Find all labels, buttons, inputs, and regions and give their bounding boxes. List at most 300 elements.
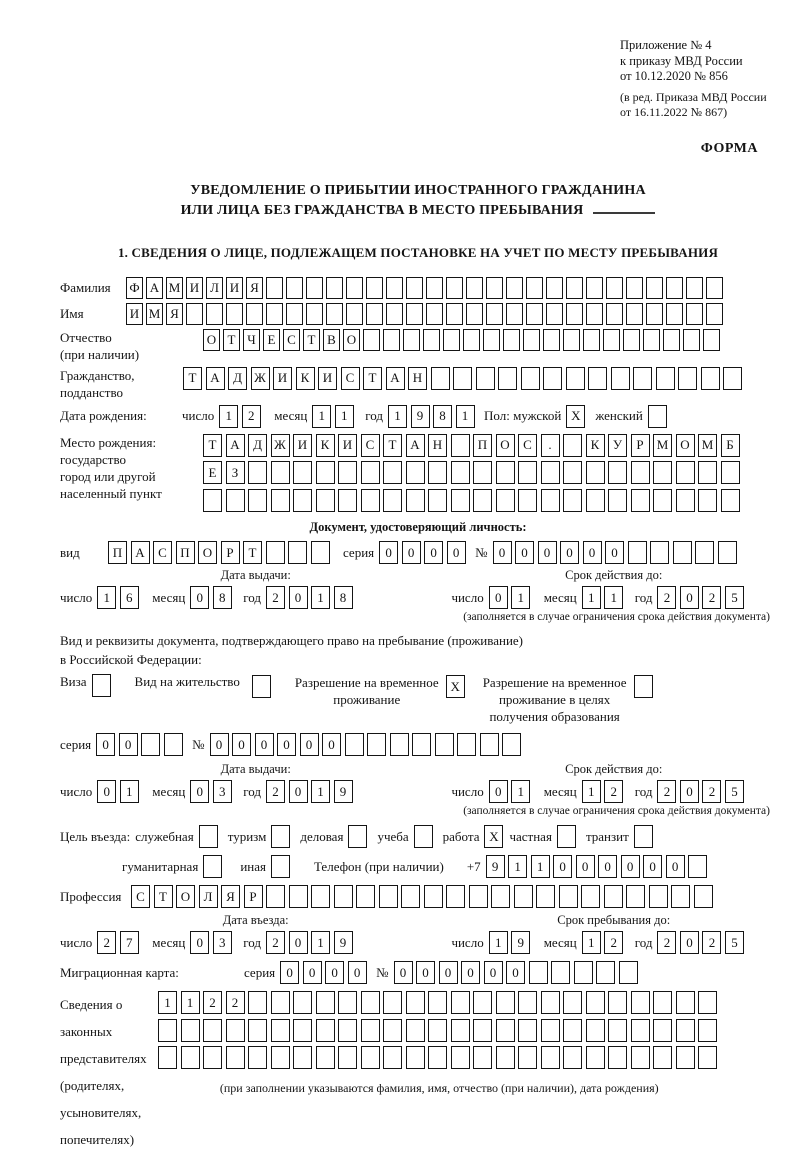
char-cell[interactable] xyxy=(338,461,357,484)
char-cell[interactable] xyxy=(316,1046,335,1069)
char-cell[interactable] xyxy=(451,1046,470,1069)
char-cell[interactable]: И xyxy=(338,434,357,457)
char-cell[interactable]: 0 xyxy=(190,931,209,954)
char-cell[interactable]: 1 xyxy=(120,780,139,803)
char-cell[interactable] xyxy=(293,489,312,512)
char-cell[interactable]: 0 xyxy=(232,733,251,756)
char-cell[interactable] xyxy=(451,1019,470,1042)
char-cell[interactable]: . xyxy=(541,434,560,457)
char-cell[interactable] xyxy=(529,961,548,984)
char-cell[interactable] xyxy=(718,541,737,564)
char-cell[interactable]: 0 xyxy=(348,961,367,984)
char-cell[interactable] xyxy=(466,303,483,325)
char-cell[interactable]: К xyxy=(316,434,335,457)
char-cell[interactable]: 7 xyxy=(120,931,139,954)
char-cell[interactable] xyxy=(686,303,703,325)
char-cell[interactable] xyxy=(383,1019,402,1042)
char-cell[interactable]: 0 xyxy=(484,961,503,984)
char-cell[interactable]: А xyxy=(226,434,245,457)
char-cell[interactable]: 9 xyxy=(334,780,353,803)
char-cell[interactable] xyxy=(446,303,463,325)
char-cell[interactable] xyxy=(686,277,703,299)
char-cell[interactable]: 2 xyxy=(203,991,222,1014)
temp-residence-edu-checkbox[interactable] xyxy=(634,675,653,698)
purpose-tourism-checkbox[interactable] xyxy=(271,825,290,848)
char-cell[interactable]: 1 xyxy=(388,405,407,428)
char-cell[interactable] xyxy=(643,329,660,351)
char-cell[interactable] xyxy=(141,733,160,756)
char-cell[interactable] xyxy=(361,461,380,484)
char-cell[interactable] xyxy=(316,489,335,512)
char-cell[interactable] xyxy=(721,461,740,484)
char-cell[interactable] xyxy=(473,461,492,484)
char-cell[interactable] xyxy=(412,733,431,756)
char-cell[interactable]: 0 xyxy=(289,586,308,609)
char-cell[interactable] xyxy=(663,329,680,351)
char-cell[interactable]: О xyxy=(343,329,360,351)
purpose-work-checkbox[interactable]: X xyxy=(484,825,503,848)
char-cell[interactable] xyxy=(496,489,515,512)
char-cell[interactable]: 0 xyxy=(424,541,443,564)
char-cell[interactable] xyxy=(563,434,582,457)
char-cell[interactable] xyxy=(203,489,222,512)
char-cell[interactable] xyxy=(446,885,465,908)
char-cell[interactable]: 0 xyxy=(643,855,662,878)
char-cell[interactable] xyxy=(463,329,480,351)
char-cell[interactable]: 0 xyxy=(280,961,299,984)
char-cell[interactable]: О xyxy=(176,885,195,908)
char-cell[interactable] xyxy=(361,489,380,512)
char-cell[interactable] xyxy=(676,1046,695,1069)
char-cell[interactable]: А xyxy=(206,367,225,390)
char-cell[interactable] xyxy=(521,367,540,390)
char-cell[interactable]: 3 xyxy=(213,931,232,954)
char-cell[interactable] xyxy=(246,303,263,325)
char-cell[interactable]: 0 xyxy=(255,733,274,756)
char-cell[interactable] xyxy=(566,303,583,325)
char-cell[interactable] xyxy=(406,489,425,512)
char-cell[interactable] xyxy=(428,489,447,512)
char-cell[interactable] xyxy=(476,367,495,390)
char-cell[interactable]: Т xyxy=(223,329,240,351)
char-cell[interactable]: З xyxy=(226,461,245,484)
char-cell[interactable]: 9 xyxy=(486,855,505,878)
sex-male-checkbox[interactable]: X xyxy=(566,405,585,428)
char-cell[interactable]: А xyxy=(146,277,163,299)
char-cell[interactable] xyxy=(293,1046,312,1069)
char-cell[interactable]: 0 xyxy=(560,541,579,564)
char-cell[interactable] xyxy=(551,961,570,984)
char-cell[interactable]: Е xyxy=(263,329,280,351)
char-cell[interactable] xyxy=(473,991,492,1014)
char-cell[interactable] xyxy=(706,303,723,325)
char-cell[interactable] xyxy=(443,329,460,351)
char-cell[interactable] xyxy=(338,1046,357,1069)
char-cell[interactable] xyxy=(428,1046,447,1069)
char-cell[interactable] xyxy=(473,489,492,512)
char-cell[interactable] xyxy=(457,733,476,756)
char-cell[interactable]: 0 xyxy=(506,961,525,984)
char-cell[interactable] xyxy=(293,991,312,1014)
char-cell[interactable]: Б xyxy=(721,434,740,457)
char-cell[interactable] xyxy=(271,1046,290,1069)
char-cell[interactable] xyxy=(671,885,690,908)
char-cell[interactable] xyxy=(248,1019,267,1042)
char-cell[interactable]: И xyxy=(226,277,243,299)
char-cell[interactable]: 0 xyxy=(680,586,699,609)
char-cell[interactable] xyxy=(649,885,668,908)
char-cell[interactable]: 2 xyxy=(242,405,261,428)
char-cell[interactable] xyxy=(676,461,695,484)
char-cell[interactable] xyxy=(541,489,560,512)
char-cell[interactable]: 0 xyxy=(583,541,602,564)
char-cell[interactable] xyxy=(631,1046,650,1069)
char-cell[interactable] xyxy=(518,489,537,512)
char-cell[interactable]: И xyxy=(186,277,203,299)
char-cell[interactable] xyxy=(619,961,638,984)
char-cell[interactable] xyxy=(586,303,603,325)
char-cell[interactable]: Я xyxy=(246,277,263,299)
char-cell[interactable]: Т xyxy=(203,434,222,457)
char-cell[interactable]: 6 xyxy=(120,586,139,609)
char-cell[interactable] xyxy=(650,541,669,564)
char-cell[interactable] xyxy=(486,277,503,299)
char-cell[interactable] xyxy=(226,1019,245,1042)
char-cell[interactable]: О xyxy=(203,329,220,351)
char-cell[interactable]: 2 xyxy=(702,586,721,609)
char-cell[interactable] xyxy=(248,1046,267,1069)
char-cell[interactable]: 0 xyxy=(439,961,458,984)
char-cell[interactable]: П xyxy=(176,541,195,564)
char-cell[interactable] xyxy=(361,991,380,1014)
char-cell[interactable] xyxy=(158,1019,177,1042)
char-cell[interactable] xyxy=(514,885,533,908)
char-cell[interactable] xyxy=(158,1046,177,1069)
purpose-other-checkbox[interactable] xyxy=(271,855,290,878)
char-cell[interactable]: 1 xyxy=(219,405,238,428)
char-cell[interactable]: С xyxy=(341,367,360,390)
char-cell[interactable] xyxy=(502,733,521,756)
char-cell[interactable]: К xyxy=(296,367,315,390)
sex-female-checkbox[interactable] xyxy=(648,405,667,428)
char-cell[interactable]: А xyxy=(131,541,150,564)
char-cell[interactable] xyxy=(367,733,386,756)
char-cell[interactable] xyxy=(363,329,380,351)
char-cell[interactable] xyxy=(653,1046,672,1069)
char-cell[interactable]: 9 xyxy=(511,931,530,954)
char-cell[interactable]: 9 xyxy=(334,931,353,954)
char-cell[interactable] xyxy=(563,329,580,351)
char-cell[interactable] xyxy=(306,303,323,325)
char-cell[interactable] xyxy=(581,885,600,908)
char-cell[interactable] xyxy=(563,991,582,1014)
char-cell[interactable] xyxy=(164,733,183,756)
char-cell[interactable] xyxy=(289,885,308,908)
char-cell[interactable]: 0 xyxy=(97,780,116,803)
char-cell[interactable]: 0 xyxy=(210,733,229,756)
char-cell[interactable]: Д xyxy=(248,434,267,457)
char-cell[interactable]: 0 xyxy=(461,961,480,984)
char-cell[interactable] xyxy=(326,303,343,325)
char-cell[interactable]: Т xyxy=(303,329,320,351)
char-cell[interactable]: 1 xyxy=(511,586,530,609)
char-cell[interactable] xyxy=(586,461,605,484)
char-cell[interactable] xyxy=(406,1019,425,1042)
char-cell[interactable] xyxy=(428,1019,447,1042)
char-cell[interactable] xyxy=(491,885,510,908)
char-cell[interactable]: 2 xyxy=(702,780,721,803)
char-cell[interactable] xyxy=(496,991,515,1014)
char-cell[interactable]: М xyxy=(146,303,163,325)
char-cell[interactable]: 0 xyxy=(489,780,508,803)
char-cell[interactable] xyxy=(541,1046,560,1069)
char-cell[interactable] xyxy=(526,303,543,325)
char-cell[interactable] xyxy=(316,991,335,1014)
char-cell[interactable] xyxy=(383,991,402,1014)
char-cell[interactable] xyxy=(608,1019,627,1042)
char-cell[interactable]: Е xyxy=(203,461,222,484)
char-cell[interactable]: 2 xyxy=(657,586,676,609)
char-cell[interactable] xyxy=(338,991,357,1014)
char-cell[interactable] xyxy=(623,329,640,351)
char-cell[interactable]: 0 xyxy=(680,931,699,954)
char-cell[interactable] xyxy=(608,991,627,1014)
char-cell[interactable] xyxy=(426,277,443,299)
char-cell[interactable]: 2 xyxy=(657,780,676,803)
char-cell[interactable] xyxy=(311,885,330,908)
char-cell[interactable]: 0 xyxy=(394,961,413,984)
char-cell[interactable]: 0 xyxy=(416,961,435,984)
char-cell[interactable] xyxy=(181,1046,200,1069)
char-cell[interactable]: 1 xyxy=(456,405,475,428)
char-cell[interactable]: М xyxy=(653,434,672,457)
char-cell[interactable]: Л xyxy=(206,277,223,299)
char-cell[interactable]: Н xyxy=(408,367,427,390)
char-cell[interactable] xyxy=(271,991,290,1014)
char-cell[interactable] xyxy=(266,541,285,564)
char-cell[interactable] xyxy=(608,489,627,512)
char-cell[interactable] xyxy=(316,1019,335,1042)
char-cell[interactable] xyxy=(346,277,363,299)
char-cell[interactable]: М xyxy=(166,277,183,299)
char-cell[interactable]: 1 xyxy=(158,991,177,1014)
char-cell[interactable]: Н xyxy=(428,434,447,457)
char-cell[interactable] xyxy=(676,489,695,512)
char-cell[interactable]: Т xyxy=(183,367,202,390)
char-cell[interactable] xyxy=(496,1046,515,1069)
char-cell[interactable] xyxy=(688,855,707,878)
temp-residence-checkbox[interactable]: X xyxy=(446,675,465,698)
char-cell[interactable]: 0 xyxy=(119,733,138,756)
char-cell[interactable] xyxy=(271,1019,290,1042)
char-cell[interactable] xyxy=(653,461,672,484)
char-cell[interactable] xyxy=(486,303,503,325)
char-cell[interactable] xyxy=(666,277,683,299)
char-cell[interactable]: С xyxy=(283,329,300,351)
char-cell[interactable] xyxy=(631,461,650,484)
char-cell[interactable]: 0 xyxy=(621,855,640,878)
char-cell[interactable] xyxy=(566,367,585,390)
char-cell[interactable] xyxy=(366,303,383,325)
char-cell[interactable]: 1 xyxy=(511,780,530,803)
char-cell[interactable] xyxy=(586,1019,605,1042)
char-cell[interactable]: Т xyxy=(243,541,262,564)
char-cell[interactable]: 9 xyxy=(411,405,430,428)
char-cell[interactable] xyxy=(559,885,578,908)
char-cell[interactable]: 5 xyxy=(725,780,744,803)
char-cell[interactable]: К xyxy=(586,434,605,457)
char-cell[interactable] xyxy=(451,434,470,457)
visa-checkbox[interactable] xyxy=(92,674,111,697)
char-cell[interactable] xyxy=(266,885,285,908)
char-cell[interactable]: М xyxy=(698,434,717,457)
char-cell[interactable]: 0 xyxy=(538,541,557,564)
char-cell[interactable] xyxy=(656,367,675,390)
char-cell[interactable] xyxy=(583,329,600,351)
char-cell[interactable]: И xyxy=(318,367,337,390)
char-cell[interactable]: 2 xyxy=(226,991,245,1014)
char-cell[interactable] xyxy=(586,1046,605,1069)
char-cell[interactable] xyxy=(480,733,499,756)
char-cell[interactable] xyxy=(366,277,383,299)
char-cell[interactable] xyxy=(653,489,672,512)
char-cell[interactable]: 2 xyxy=(266,586,285,609)
char-cell[interactable]: Т xyxy=(383,434,402,457)
char-cell[interactable]: Р xyxy=(221,541,240,564)
char-cell[interactable] xyxy=(311,541,330,564)
char-cell[interactable]: 0 xyxy=(447,541,466,564)
purpose-business-checkbox[interactable] xyxy=(348,825,367,848)
char-cell[interactable] xyxy=(316,461,335,484)
purpose-private-checkbox[interactable] xyxy=(557,825,576,848)
char-cell[interactable] xyxy=(226,303,243,325)
char-cell[interactable] xyxy=(703,329,720,351)
char-cell[interactable]: 0 xyxy=(576,855,595,878)
char-cell[interactable]: Ж xyxy=(251,367,270,390)
char-cell[interactable] xyxy=(383,489,402,512)
char-cell[interactable] xyxy=(653,991,672,1014)
char-cell[interactable] xyxy=(426,303,443,325)
char-cell[interactable] xyxy=(503,329,520,351)
char-cell[interactable] xyxy=(334,885,353,908)
char-cell[interactable]: 0 xyxy=(96,733,115,756)
char-cell[interactable] xyxy=(604,885,623,908)
char-cell[interactable] xyxy=(526,277,543,299)
char-cell[interactable]: 0 xyxy=(680,780,699,803)
char-cell[interactable] xyxy=(379,885,398,908)
char-cell[interactable]: 0 xyxy=(325,961,344,984)
char-cell[interactable]: 1 xyxy=(582,586,601,609)
char-cell[interactable] xyxy=(383,461,402,484)
char-cell[interactable] xyxy=(518,1019,537,1042)
char-cell[interactable]: 0 xyxy=(402,541,421,564)
char-cell[interactable] xyxy=(506,303,523,325)
char-cell[interactable] xyxy=(666,303,683,325)
char-cell[interactable] xyxy=(701,367,720,390)
char-cell[interactable] xyxy=(541,461,560,484)
char-cell[interactable] xyxy=(694,885,713,908)
char-cell[interactable]: 1 xyxy=(312,405,331,428)
char-cell[interactable] xyxy=(451,461,470,484)
char-cell[interactable] xyxy=(698,461,717,484)
char-cell[interactable]: Я xyxy=(221,885,240,908)
char-cell[interactable]: 1 xyxy=(582,931,601,954)
char-cell[interactable] xyxy=(401,885,420,908)
char-cell[interactable] xyxy=(676,1019,695,1042)
char-cell[interactable] xyxy=(646,277,663,299)
char-cell[interactable] xyxy=(543,329,560,351)
char-cell[interactable] xyxy=(383,329,400,351)
char-cell[interactable]: 0 xyxy=(666,855,685,878)
char-cell[interactable]: 0 xyxy=(489,586,508,609)
char-cell[interactable] xyxy=(646,303,663,325)
char-cell[interactable] xyxy=(536,885,555,908)
char-cell[interactable]: 8 xyxy=(433,405,452,428)
char-cell[interactable]: 0 xyxy=(303,961,322,984)
char-cell[interactable]: О xyxy=(496,434,515,457)
char-cell[interactable] xyxy=(326,277,343,299)
char-cell[interactable] xyxy=(226,489,245,512)
char-cell[interactable] xyxy=(181,1019,200,1042)
char-cell[interactable]: В xyxy=(323,329,340,351)
char-cell[interactable] xyxy=(626,277,643,299)
char-cell[interactable]: 0 xyxy=(190,586,209,609)
char-cell[interactable] xyxy=(698,1046,717,1069)
char-cell[interactable]: 1 xyxy=(508,855,527,878)
char-cell[interactable]: 2 xyxy=(266,780,285,803)
char-cell[interactable] xyxy=(626,885,645,908)
char-cell[interactable] xyxy=(361,1046,380,1069)
char-cell[interactable] xyxy=(451,489,470,512)
char-cell[interactable] xyxy=(631,489,650,512)
char-cell[interactable] xyxy=(186,303,203,325)
char-cell[interactable] xyxy=(706,277,723,299)
char-cell[interactable] xyxy=(608,1046,627,1069)
char-cell[interactable] xyxy=(423,329,440,351)
char-cell[interactable] xyxy=(361,1019,380,1042)
char-cell[interactable] xyxy=(541,991,560,1014)
char-cell[interactable] xyxy=(695,541,714,564)
char-cell[interactable]: П xyxy=(473,434,492,457)
char-cell[interactable] xyxy=(206,303,223,325)
char-cell[interactable] xyxy=(586,489,605,512)
char-cell[interactable] xyxy=(698,489,717,512)
char-cell[interactable]: 8 xyxy=(334,586,353,609)
char-cell[interactable]: 5 xyxy=(725,586,744,609)
char-cell[interactable]: У xyxy=(608,434,627,457)
char-cell[interactable] xyxy=(676,991,695,1014)
char-cell[interactable] xyxy=(496,1019,515,1042)
char-cell[interactable] xyxy=(588,367,607,390)
char-cell[interactable] xyxy=(248,489,267,512)
char-cell[interactable] xyxy=(611,367,630,390)
char-cell[interactable] xyxy=(435,733,454,756)
purpose-study-checkbox[interactable] xyxy=(414,825,433,848)
char-cell[interactable]: Т xyxy=(363,367,382,390)
char-cell[interactable] xyxy=(293,1019,312,1042)
char-cell[interactable]: 3 xyxy=(213,780,232,803)
char-cell[interactable] xyxy=(586,277,603,299)
char-cell[interactable] xyxy=(453,367,472,390)
purpose-official-checkbox[interactable] xyxy=(199,825,218,848)
char-cell[interactable] xyxy=(574,961,593,984)
char-cell[interactable]: 0 xyxy=(605,541,624,564)
char-cell[interactable] xyxy=(406,1046,425,1069)
char-cell[interactable] xyxy=(286,303,303,325)
char-cell[interactable] xyxy=(345,733,364,756)
char-cell[interactable] xyxy=(683,329,700,351)
char-cell[interactable]: Ж xyxy=(271,434,290,457)
